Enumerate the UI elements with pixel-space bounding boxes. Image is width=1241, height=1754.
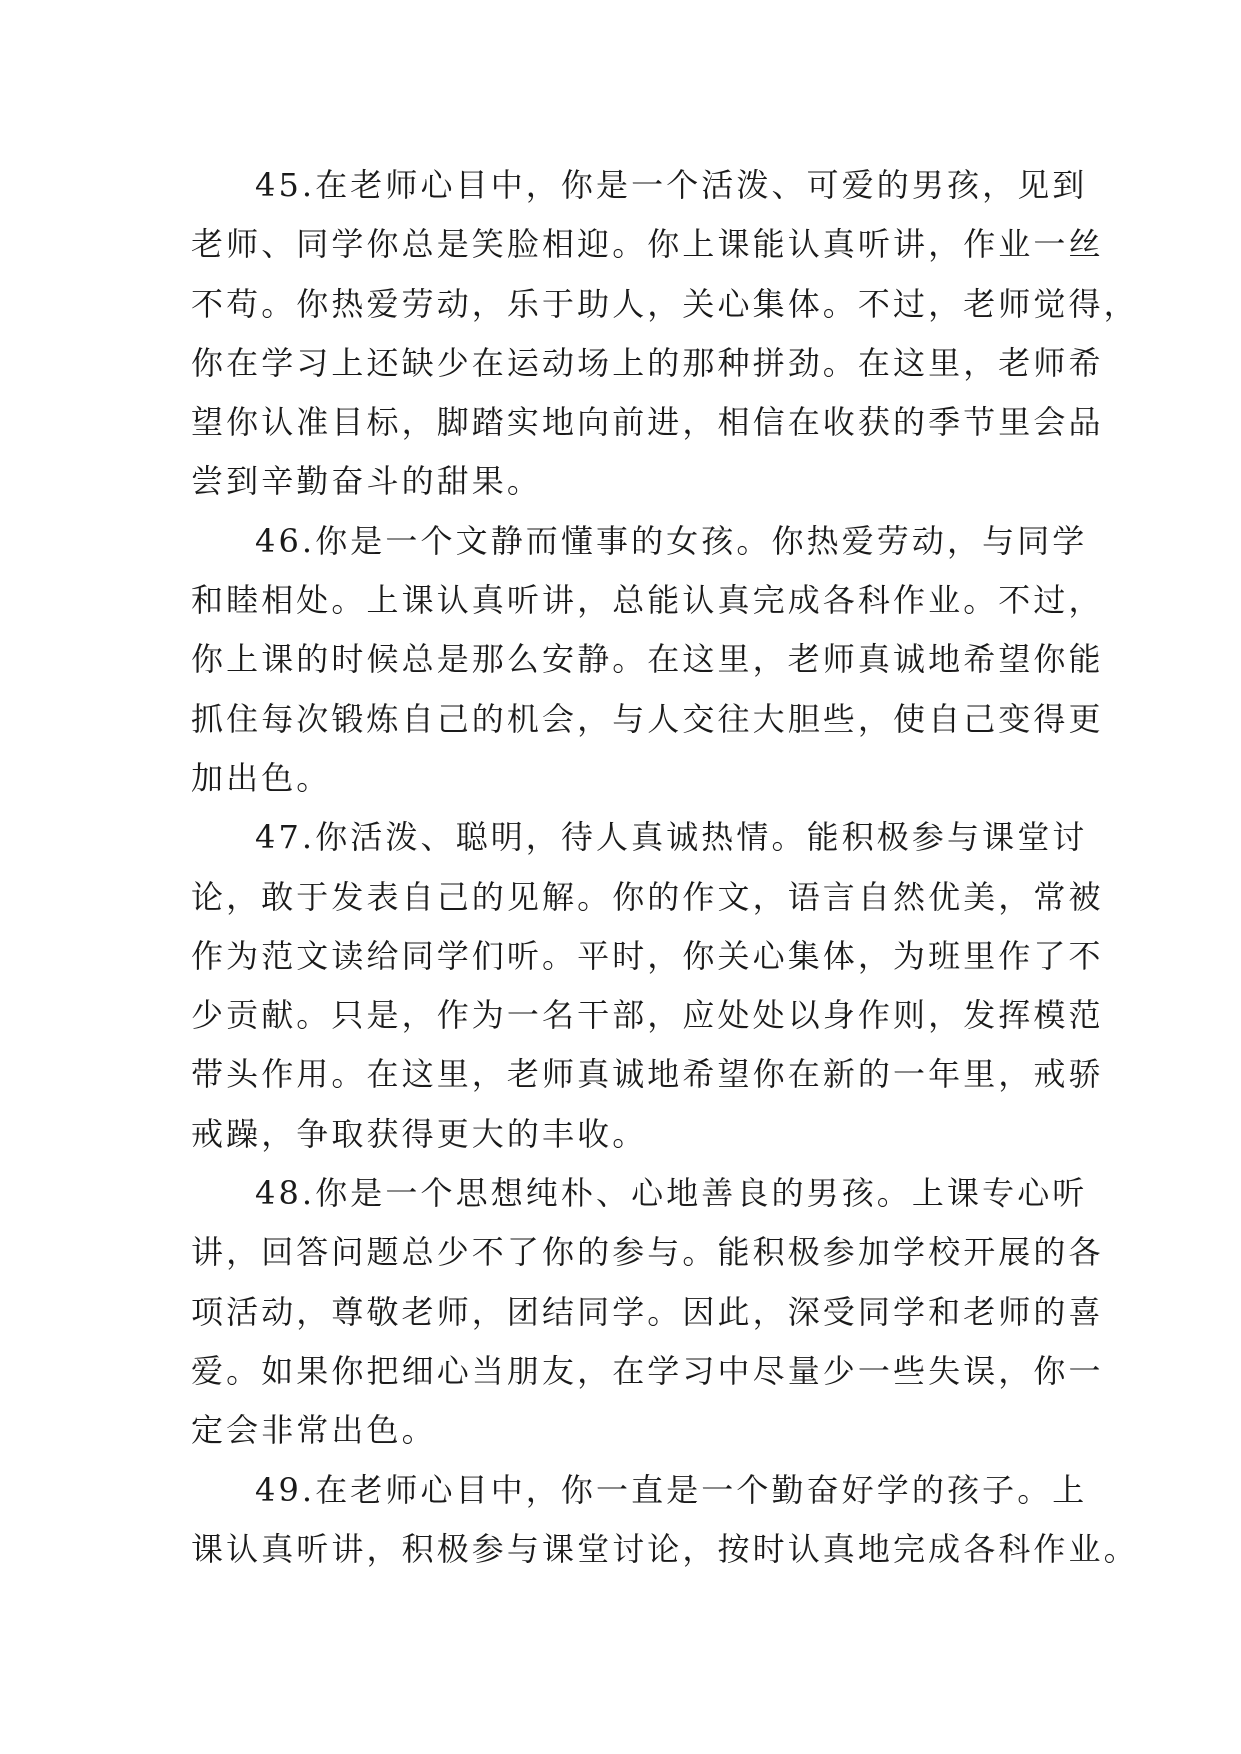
paragraph-48 xyxy=(191,1164,1104,1460)
text-line: 课认真听讲，积极参与课堂讨论，按时认真地完成各科作业。 xyxy=(191,1529,1139,1568)
text-line: 你上课的时候总是那么安静。在这里，老师真诚地希望你能 xyxy=(191,640,1104,679)
text-line: 48.你是一个思想纯朴、心地善良的男孩。上课专心听 xyxy=(255,1174,1088,1213)
paragraph-46 xyxy=(191,512,1104,808)
text-line: 戒躁，争取获得更大的丰收。 xyxy=(191,1114,648,1153)
document-body xyxy=(191,156,1139,1579)
text-line: 尝到辛勤奋斗的甜果。 xyxy=(191,462,543,501)
paragraph-49 xyxy=(191,1461,1139,1580)
paragraph-45 xyxy=(191,156,1139,512)
text-line: 讲，回答问题总少不了你的参与。能积极参加学校开展的各 xyxy=(191,1233,1104,1272)
text-line: 论，敢于发表自己的见解。你的作文，语言自然优美，常被 xyxy=(191,877,1104,916)
text-line: 望你认准目标，脚踏实地向前进，相信在收获的季节里会品 xyxy=(191,403,1104,442)
text-line: 带头作用。在这里，老师真诚地希望你在新的一年里，戒骄 xyxy=(191,1055,1104,1094)
text-line: 抓住每次锻炼自己的机会，与人交往大胆些，使自己变得更 xyxy=(191,699,1104,738)
text-line: 项活动，尊敬老师，团结同学。因此，深受同学和老师的喜 xyxy=(191,1292,1104,1331)
text-line: 45.在老师心目中，你是一个活泼、可爱的男孩，见到 xyxy=(255,166,1088,204)
text-line: 作为范文读给同学们听。平时，你关心集体，为班里作了不 xyxy=(191,936,1104,975)
paragraph-47 xyxy=(191,808,1104,1164)
text-line: 不苟。你热爱劳动，乐于助人，关心集体。不过，老师觉得， xyxy=(191,284,1139,323)
text-line: 46.你是一个文静而懂事的女孩。你热爱劳动，与同学 xyxy=(255,521,1088,560)
text-line: 老师、同学你总是笑脸相迎。你上课能认真听讲，作业一丝 xyxy=(191,225,1104,264)
text-line: 少贡献。只是，作为一名干部，应处处以身作则，发挥模范 xyxy=(191,996,1104,1035)
text-line: 定会非常出色。 xyxy=(191,1411,437,1450)
text-line: 47.你活泼、聪明，待人真诚热情。能积极参与课堂讨 xyxy=(255,818,1088,857)
text-line: 你在学习上还缺少在运动场上的那种拼劲。在这里，老师希 xyxy=(191,343,1104,382)
text-line: 和睦相处。上课认真听讲，总能认真完成各科作业。不过， xyxy=(191,581,1104,620)
text-line: 加出色。 xyxy=(191,758,332,797)
text-line: 爱。如果你把细心当朋友，在学习中尽量少一些失误，你一 xyxy=(191,1351,1104,1390)
text-line: 49.在老师心目中，你一直是一个勤奋好学的孩子。上 xyxy=(255,1470,1088,1509)
